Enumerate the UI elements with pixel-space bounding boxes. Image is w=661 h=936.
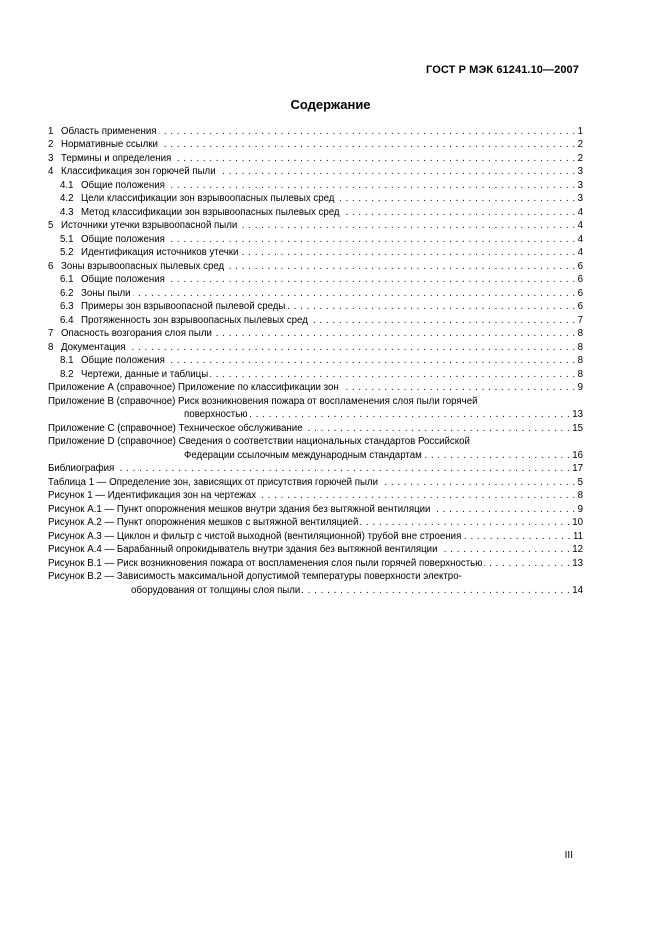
toc-entry-figure[interactable]: Рисунок А.1 — Пункт опорожнения мешков внутри здания без вытяжной вентиляции . . . 9 xyxy=(48,503,583,517)
toc-entry[interactable]: 6 Зоны взрывоопасных пылевых сред . . . 6 xyxy=(48,260,583,274)
toc-entry[interactable]: 8.2 Чертежи, данные и таблицы . . . 8 xyxy=(48,368,583,382)
toc-entry-appendix-d-line1[interactable]: Приложение D (справочное) Сведения о соответствии национальных стандартов Российской xyxy=(48,436,470,447)
toc-entry[interactable]: 6.1 Общие положения . . . 6 xyxy=(48,273,583,287)
toc-entry[interactable]: 8 Документация . . . 8 xyxy=(48,341,583,355)
toc-entry[interactable]: 4.2 Цели классификации зон взрывоопасных пылевых сред . . . 3 xyxy=(48,192,583,206)
document-id: ГОСТ Р МЭК 61241.10—2007 xyxy=(426,64,579,76)
toc-entry[interactable]: 8.1 Общие положения . . . 8 xyxy=(48,354,583,368)
toc-entry-figure-b2-line1[interactable]: Рисунок В.2 — Зависимость максимальной допустимой температуры поверхности электро- xyxy=(48,571,462,582)
toc-entry-figure[interactable]: Рисунок В.1 — Риск возникновения пожара от воспламенения слоя пыли горячей поверхностью . . . 13 xyxy=(48,557,583,571)
toc-entry[interactable]: 5.1 Общие положения . . . 4 xyxy=(48,233,583,247)
toc-entry-figure[interactable]: Рисунок А.2 — Пункт опорожнения мешков с вытяжной вентиляцией . . . 10 xyxy=(48,516,583,530)
toc-entry-bibliography[interactable]: Библиография . . . 17 xyxy=(48,462,583,476)
toc-entry[interactable]: 4 Классификация зон горючей пыли . . . 3 xyxy=(48,165,583,179)
toc-entry[interactable]: 4.3 Метод классификации зон взрывоопасных пылевых сред . . . 4 xyxy=(48,206,583,220)
toc-entry[interactable]: 4.1 Общие положения . . . 3 xyxy=(48,179,583,193)
toc-entry[interactable]: 6.2 Зоны пыли . . . 6 xyxy=(48,287,583,301)
page-number: III xyxy=(564,850,573,861)
toc-entry[interactable]: 1 Область применения . . . 1 xyxy=(48,125,583,139)
table-of-contents xyxy=(48,125,583,598)
toc-entry-figure-b2[interactable]: оборудования от толщины слоя пыли . . . 14 xyxy=(48,584,583,598)
toc-entry-table[interactable]: Таблица 1 — Определение зон, зависящих от присутствия горючей пыли . . . 5 xyxy=(48,476,583,490)
toc-entry[interactable]: 6.3 Примеры зон взрывоопасной пылевой среды . . . 6 xyxy=(48,300,583,314)
toc-entry-appendix-c[interactable]: Приложение С (справочное) Техническое обслуживание . . . 15 xyxy=(48,422,583,436)
toc-entry-figure[interactable]: Рисунок 1 — Идентификация зон на чертежах . . . 8 xyxy=(48,489,583,503)
toc-entry-appendix-a[interactable]: Приложение А (справочное) Приложение по классификации зон . . . 9 xyxy=(48,381,583,395)
toc-entry-figure[interactable]: Рисунок А.4 — Барабанный опрокидыватель внутри здания без вытяжной вентиляции . . . 12 xyxy=(48,543,583,557)
toc-entry-figure[interactable]: Рисунок А.3 — Циклон и фильтр с чистой выходной (вентиляционной) трубой вне строения . . . 11 xyxy=(48,530,583,544)
toc-entry[interactable]: 5 Источники утечки взрывоопасной пыли . . . 4 xyxy=(48,219,583,233)
toc-entry[interactable]: 2 Нормативные ссылки . . . 2 xyxy=(48,138,583,152)
toc-entry[interactable]: 6.4 Протяженность зон взрывоопасных пылевых сред . . . 7 xyxy=(48,314,583,328)
toc-entry-appendix-b-line1[interactable]: Приложение В (справочное) Риск возникновения пожара от воспламенения слоя пыли горячей xyxy=(48,395,478,407)
toc-entry-appendix-b[interactable]: поверхностью . . . 13 xyxy=(48,408,583,422)
page-title: Содержание xyxy=(290,97,371,112)
toc-entry[interactable]: 3 Термины и определения . . . 2 xyxy=(48,152,583,166)
toc-entry[interactable]: 5.2 Идентификация источников утечки . . . 4 xyxy=(48,246,583,260)
toc-entry[interactable]: 7 Опасность возгорания слоя пыли . . . 8 xyxy=(48,327,583,341)
toc-entry-appendix-d[interactable]: Федерации ссылочным международным стандартам . . . 16 xyxy=(48,449,583,463)
